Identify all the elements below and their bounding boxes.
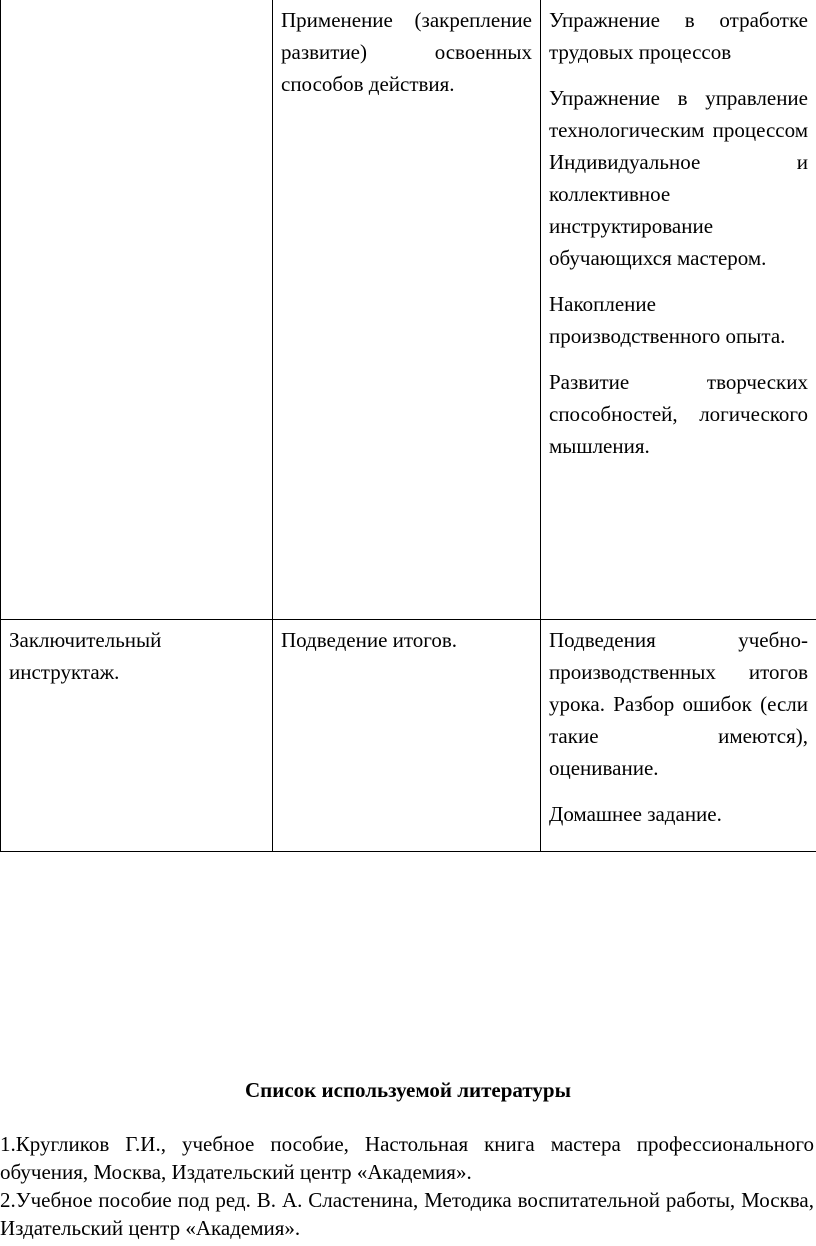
table-cell-stage	[1, 620, 273, 852]
table-cell-stage	[1, 0, 273, 620]
table-cell-method	[273, 620, 541, 852]
table-row	[1, 0, 816, 620]
table-cell-content	[541, 0, 816, 620]
cell-paragraph: Подведения учебно-производственных итогов урока. Разбор ошибок (если такие имеются), оценивание.	[549, 628, 808, 780]
cell-paragraph: Упражнение в отработке трудовых процессов	[549, 8, 808, 64]
cell-paragraph: Развитие творческих способностей, логического мышления.	[549, 370, 808, 458]
table-cell-method	[273, 0, 541, 620]
literature-item: 1.Кругликов Г.И., учебное пособие, Настольная книга мастера профессионального обучения, Москва, Издательский центр «Академия».	[0, 1132, 814, 1184]
literature-item: 2.Учебное пособие под ред. В. А. Сластенина, Методика воспитательной работы, Москва, Издательский центр «Академия».	[0, 1188, 814, 1240]
literature-list	[0, 1130, 814, 1242]
literature-title: Список используемой литературы	[245, 1078, 571, 1102]
cell-paragraph: Накопление производственного опыта.	[549, 292, 786, 348]
table-row	[1, 620, 816, 852]
table-cell-content	[541, 620, 816, 852]
cell-paragraph: Упражнение в управление технологическим процессом Индивидуальное и коллективное инструктирование обучающихся мастером.	[549, 86, 808, 270]
cell-paragraph: Подведение итогов.	[281, 628, 458, 652]
cell-paragraph: Домашнее задание.	[549, 802, 722, 826]
cell-paragraph: Применение (закрепление развитие) освоенных способов действия.	[281, 8, 532, 96]
cell-paragraph: Заключительный инструктаж.	[9, 628, 162, 684]
